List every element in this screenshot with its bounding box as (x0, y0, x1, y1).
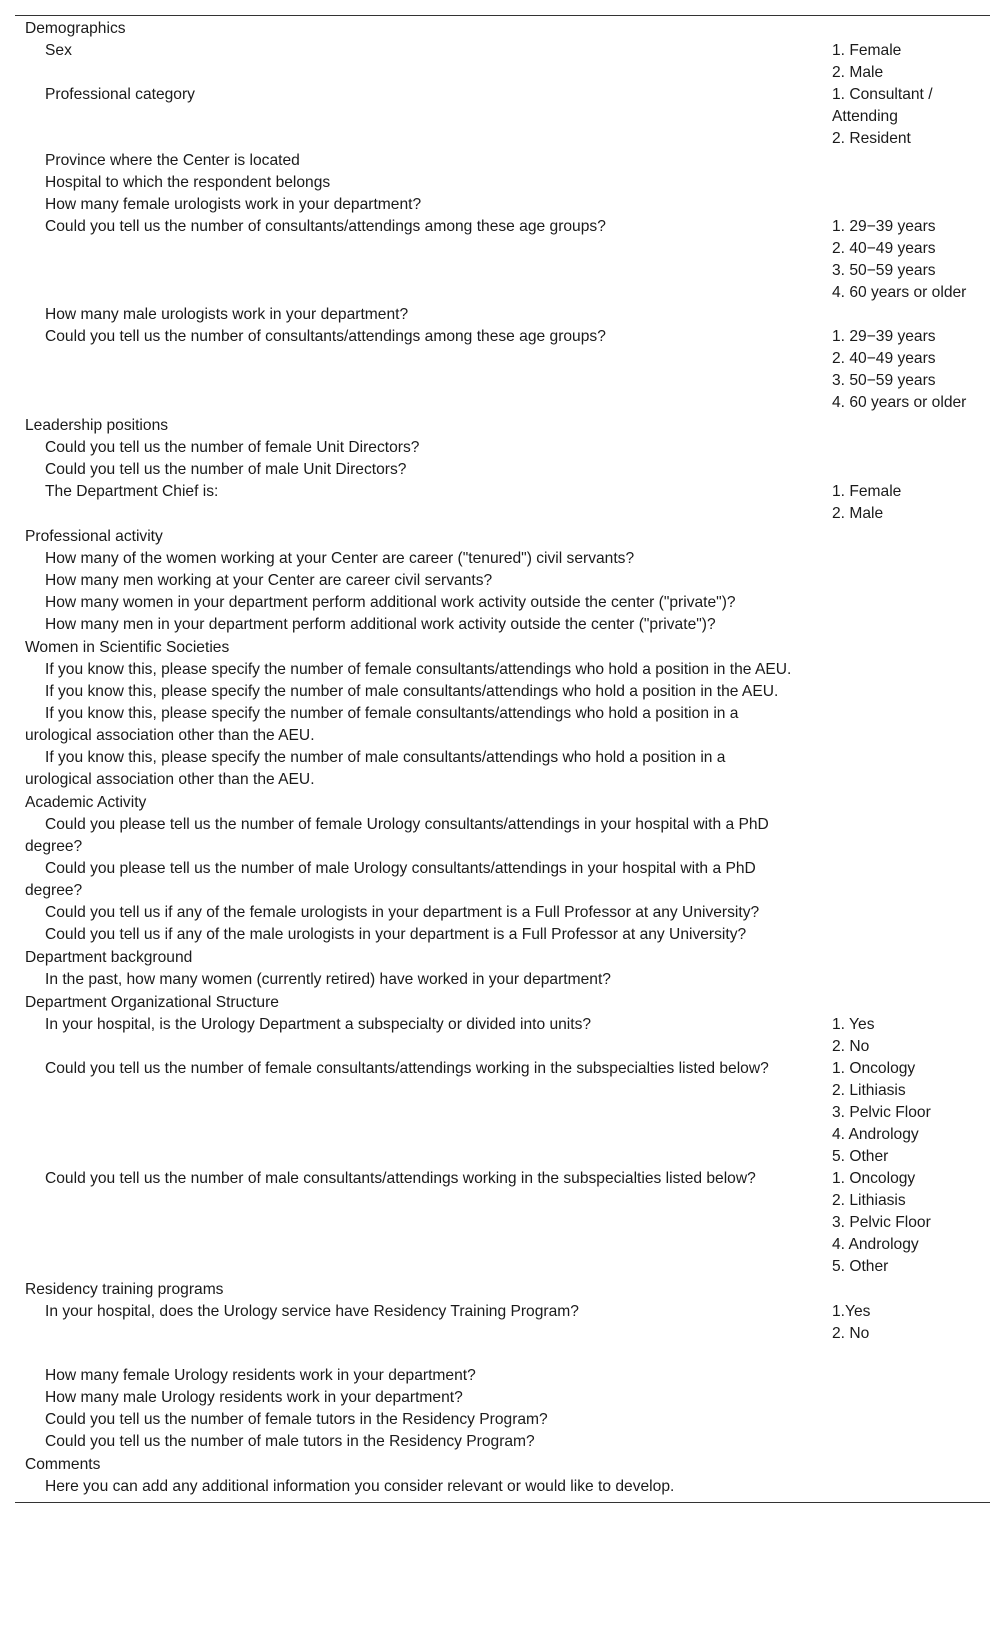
answer-option: 4. 60 years or older (832, 284, 967, 301)
survey-body (15, 16, 990, 1503)
section-title: Professional activity (25, 528, 163, 545)
section-row (15, 17, 990, 40)
question-row (15, 437, 990, 459)
question-text: How many men in your department perform additional work activity outside the center ("private")? (45, 616, 716, 633)
question-row (15, 1365, 990, 1387)
answer-options (811, 1431, 990, 1453)
question-row (15, 459, 990, 481)
answer-options (811, 570, 990, 592)
question-row (15, 1058, 990, 1168)
answer-options (811, 614, 990, 636)
answer-option: 2. Male (832, 505, 884, 522)
answer-options (811, 84, 990, 150)
question-row (15, 40, 990, 84)
question-row (15, 747, 990, 791)
answer-option: 1. 29−39 years (832, 328, 936, 345)
question-row (15, 969, 990, 991)
section-title: Residency training programs (25, 1281, 224, 1298)
answer-options (811, 481, 990, 525)
section-row (15, 1278, 990, 1301)
question-text: Could you tell us the number of female Unit Directors? (45, 439, 420, 456)
answer-options (811, 703, 990, 747)
question-row (15, 481, 990, 525)
answer-options (811, 858, 990, 902)
answer-options (811, 814, 990, 858)
answer-option: 2. No (832, 1325, 870, 1342)
answer-options (811, 548, 990, 570)
question-row (15, 659, 990, 681)
answer-option: 4. Andrology (832, 1126, 919, 1143)
question-row (15, 1431, 990, 1453)
question-row (15, 84, 990, 150)
answer-option: 1. Female (832, 42, 902, 59)
question-text: Sex (45, 42, 72, 59)
answer-option: 3. 50−59 years (832, 262, 936, 279)
answer-options (811, 1058, 990, 1168)
question-row (15, 548, 990, 570)
answer-options (811, 326, 990, 414)
question-row (15, 592, 990, 614)
answer-options (811, 1387, 990, 1409)
question-text: Could you tell us if any of the female urologists in your department is a Full Professor at any University? (45, 904, 760, 921)
answer-option: 3. Pelvic Floor (832, 1104, 931, 1121)
answer-options (811, 459, 990, 481)
section-row (15, 525, 990, 548)
answer-option: 2. 40−49 years (832, 350, 936, 367)
answer-options (811, 40, 990, 84)
section-title: Leadership positions (25, 417, 169, 434)
answer-option: 2. Lithiasis (832, 1082, 906, 1099)
question-text: Hospital to which the respondent belongs (45, 174, 331, 191)
question-text: Could you tell us the number of consultants/attendings among these age groups? (45, 328, 606, 345)
question-text: How many female Urology residents work in your department? (45, 1367, 476, 1384)
question-text: If you know this, please specify the number of female consultants/attendings who hold a position in a urological association other than the AEU. (25, 705, 739, 744)
answer-option: 1. Female (832, 483, 902, 500)
section-title: Department background (25, 949, 193, 966)
survey-table (15, 15, 990, 1503)
question-row (15, 902, 990, 924)
answer-option: 3. Pelvic Floor (832, 1214, 931, 1231)
answer-option: 1. Oncology (832, 1170, 916, 1187)
answer-option: 2. Lithiasis (832, 1192, 906, 1209)
section-title: Department Organizational Structure (25, 994, 279, 1011)
answer-option: 3. 50−59 years (832, 372, 936, 389)
answer-option: 1.Yes (832, 1303, 871, 1320)
question-text: If you know this, please specify the number of male consultants/attendings who hold a position in a urological association other than the AEU. (25, 749, 726, 788)
question-row (15, 1014, 990, 1058)
row-spacer (15, 1345, 990, 1365)
question-text: How many women in your department perform additional work activity outside the center ("private")? (45, 594, 736, 611)
question-text: Could you tell us the number of male Unit Directors? (45, 461, 407, 478)
question-row (15, 1387, 990, 1409)
answer-options (811, 1168, 990, 1278)
answer-options (811, 902, 990, 924)
question-row (15, 681, 990, 703)
question-text: In your hospital, does the Urology service have Residency Training Program? (45, 1303, 579, 1320)
answer-options (811, 1476, 990, 1498)
answer-options (811, 747, 990, 791)
answer-options (811, 681, 990, 703)
question-text: Professional category (45, 86, 195, 103)
question-text: Could you tell us the number of male tutors in the Residency Program? (45, 1433, 535, 1450)
section-row (15, 414, 990, 437)
question-row (15, 326, 990, 414)
section-row (15, 636, 990, 659)
answer-option: 1. 29−39 years (832, 218, 936, 235)
answer-options (811, 304, 990, 326)
answer-option: 2. 40−49 years (832, 240, 936, 257)
answer-options (811, 150, 990, 172)
section-row (15, 991, 990, 1014)
question-text: How many female urologists work in your department? (45, 196, 422, 213)
answer-option: 2. No (832, 1038, 870, 1055)
question-row (15, 614, 990, 636)
question-text: If you know this, please specify the number of male consultants/attendings who hold a position in the AEU. (45, 683, 779, 700)
question-text: Could you tell us the number of female tutors in the Residency Program? (45, 1411, 548, 1428)
answer-option: 4. 60 years or older (832, 394, 967, 411)
question-row (15, 150, 990, 172)
answer-option: 1. Consultant / Attending (832, 86, 933, 125)
section-title: Comments (25, 1456, 101, 1473)
answer-options (811, 216, 990, 304)
question-text: Could you tell us the number of consultants/attendings among these age groups? (45, 218, 606, 235)
answer-options (811, 924, 990, 946)
answer-option: 5. Other (832, 1148, 889, 1165)
question-row (15, 1409, 990, 1431)
question-text: The Department Chief is: (45, 483, 219, 500)
question-row (15, 814, 990, 858)
section-title: Women in Scientific Societies (25, 639, 230, 656)
question-row (15, 1168, 990, 1278)
answer-options (811, 592, 990, 614)
answer-option: 5. Other (832, 1258, 889, 1275)
section-row (15, 946, 990, 969)
answer-options (811, 194, 990, 216)
question-row (15, 703, 990, 747)
question-text: If you know this, please specify the number of female consultants/attendings who hold a position in the AEU. (45, 661, 792, 678)
question-row (15, 1476, 990, 1498)
question-text: How many male Urology residents work in your department? (45, 1389, 463, 1406)
question-text: Could you please tell us the number of male Urology consultants/attendings in your hospital with a PhD degree? (25, 860, 756, 899)
answer-option: 1. Oncology (832, 1060, 916, 1077)
answer-options (811, 172, 990, 194)
question-row (15, 172, 990, 194)
question-text: Here you can add any additional information you consider relevant or would like to develop. (45, 1478, 675, 1495)
question-row (15, 216, 990, 304)
question-text: How many of the women working at your Center are career ("tenured") civil servants? (45, 550, 635, 567)
question-row (15, 570, 990, 592)
answer-options (811, 1014, 990, 1058)
question-row (15, 304, 990, 326)
question-text: In your hospital, is the Urology Department a subspecialty or divided into units? (45, 1016, 592, 1033)
section-title: Academic Activity (25, 794, 147, 811)
question-text: How many men working at your Center are career civil servants? (45, 572, 493, 589)
answer-option: 1. Yes (832, 1016, 875, 1033)
question-text: Province where the Center is located (45, 152, 300, 169)
question-row (15, 858, 990, 902)
section-title: Demographics (25, 20, 126, 37)
section-row (15, 1453, 990, 1476)
answer-option: 2. Male (832, 64, 884, 81)
bottom-rule (15, 1498, 990, 1503)
question-row (15, 194, 990, 216)
answer-options (811, 1301, 990, 1345)
answer-options (811, 437, 990, 459)
question-text: Could you tell us the number of female consultants/attendings working in the subspecialties listed below? (45, 1060, 769, 1077)
question-text: Could you tell us if any of the male urologists in your department is a Full Professor at any University? (45, 926, 747, 943)
answer-option: 4. Andrology (832, 1236, 919, 1253)
question-row (15, 924, 990, 946)
question-text: Could you please tell us the number of female Urology consultants/attendings in your hospital with a PhD degree? (25, 816, 769, 855)
answer-option: 2. Resident (832, 130, 911, 147)
answer-options (811, 969, 990, 991)
answer-options (811, 659, 990, 681)
question-text: How many male urologists work in your department? (45, 306, 409, 323)
question-text: In the past, how many women (currently retired) have worked in your department? (45, 971, 611, 988)
section-row (15, 791, 990, 814)
question-text: Could you tell us the number of male consultants/attendings working in the subspecialties listed below? (45, 1170, 756, 1187)
answer-options (811, 1365, 990, 1387)
answer-options (811, 1409, 990, 1431)
question-row (15, 1301, 990, 1345)
